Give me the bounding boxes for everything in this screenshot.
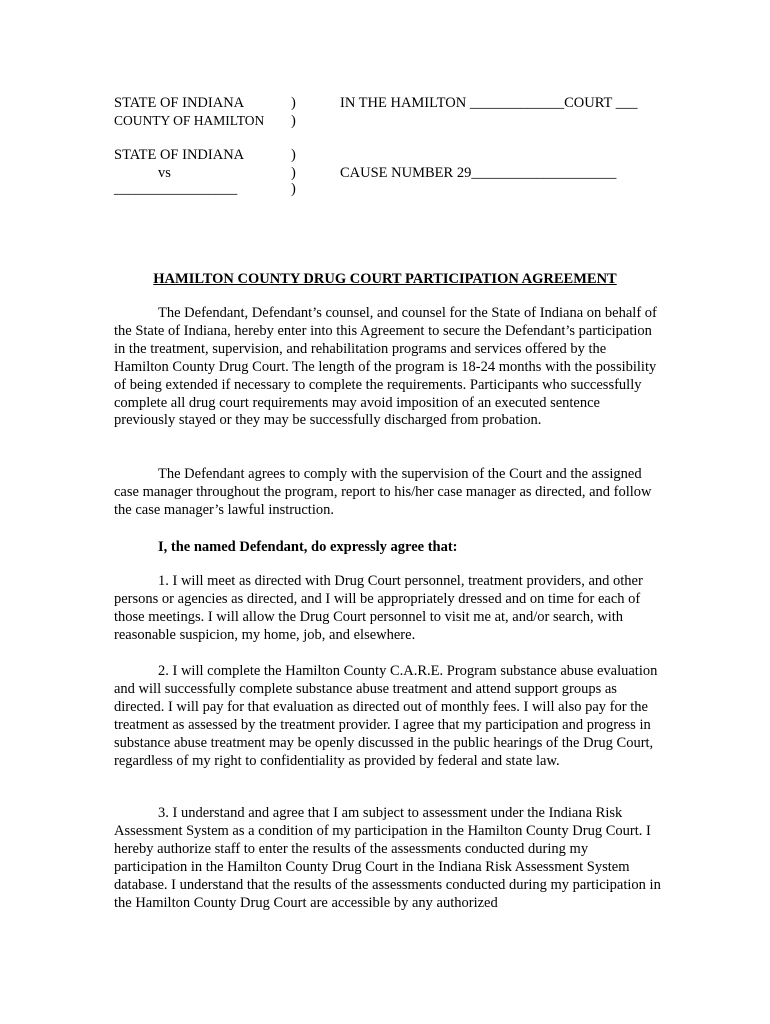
caption-paren: ) [291,181,296,197]
caption-state-label: STATE OF INDIANA [114,95,245,111]
agreement-item-3: 3. I understand and agree that I am subject to assessment under the Indiana Risk Assessment System as a condition of my participation in the Hamilton County Drug Court. I hereby authorize staff to enter the results of the assessments conducted during my participation in the Hamilton County Drug Court in the Indiana Risk Assessment System database. I understand that the results of the assessments conducted during my participation in the Hamilton County Drug Court are accessible by any authorized [114,805,661,911]
agreement-item-2: 2. I will complete the Hamilton County C.A.R.E. Program substance abuse evaluation and will successfully complete substance abuse treatment and attend support groups as directed. I will pay for that evaluation as directed out of monthly fees. I will also pay for the treatment as assessed by the treatment provider. I agree that my participation and progress in substance abuse treatment may be openly discussed in the public hearings of the Drug Court, regardless of my right to confidentiality as provided by federal and state law. [114,663,658,769]
caption-state-label-2: STATE OF INDIANA [114,147,245,163]
caption-paren: ) [291,95,296,111]
caption-paren: ) [291,165,296,181]
caption-paren: ) [291,147,296,163]
caption-court-line: IN THE HAMILTON _____________COURT ___ [340,95,638,111]
caption-cause-number: CAUSE NUMBER 29____________________ [340,165,617,181]
caption-county-label: COUNTY OF HAMILTON [114,113,265,128]
agreement-item-1: 1. I will meet as directed with Drug Court personnel, treatment providers, and other persons or agencies as directed, and I will be appropriately dressed and on time for each of those meetings. I will allow the Drug Court personnel to visit me at, and/or search, with reasonable suspicion, my home, job, and elsewhere. [114,573,643,643]
caption-defendant-blank: _________________ [114,181,238,197]
document-title: HAMILTON COUNTY DRUG COURT PARTICIPATION AGREEMENT [153,271,617,287]
paragraph-comply: The Defendant agrees to comply with the supervision of the Court and the assigned case manager throughout the program, report to his/her case manager as directed, and follow the case manager’s lawful instruction. [114,466,652,518]
agreement-heading: I, the named Defendant, do expressly agree that: [158,539,458,555]
caption-paren: ) [291,113,296,129]
paragraph-intro: The Defendant, Defendant’s counsel, and counsel for the State of Indiana on behalf of the State of Indiana, hereby enter into this Agreement to secure the Defendant’s participation in the treatment, supervision, and rehabilitation programs and services offered by the Hamilton County Drug Court. The length of the program is 18-24 months with the possibility of being extended if necessary to complete the requirements. Participants who successfully complete all drug court requirements may avoid imposition of an executed sentence previously stayed or they may be successfully discharged from probation. [114,305,657,429]
caption-vs: vs [158,165,171,181]
